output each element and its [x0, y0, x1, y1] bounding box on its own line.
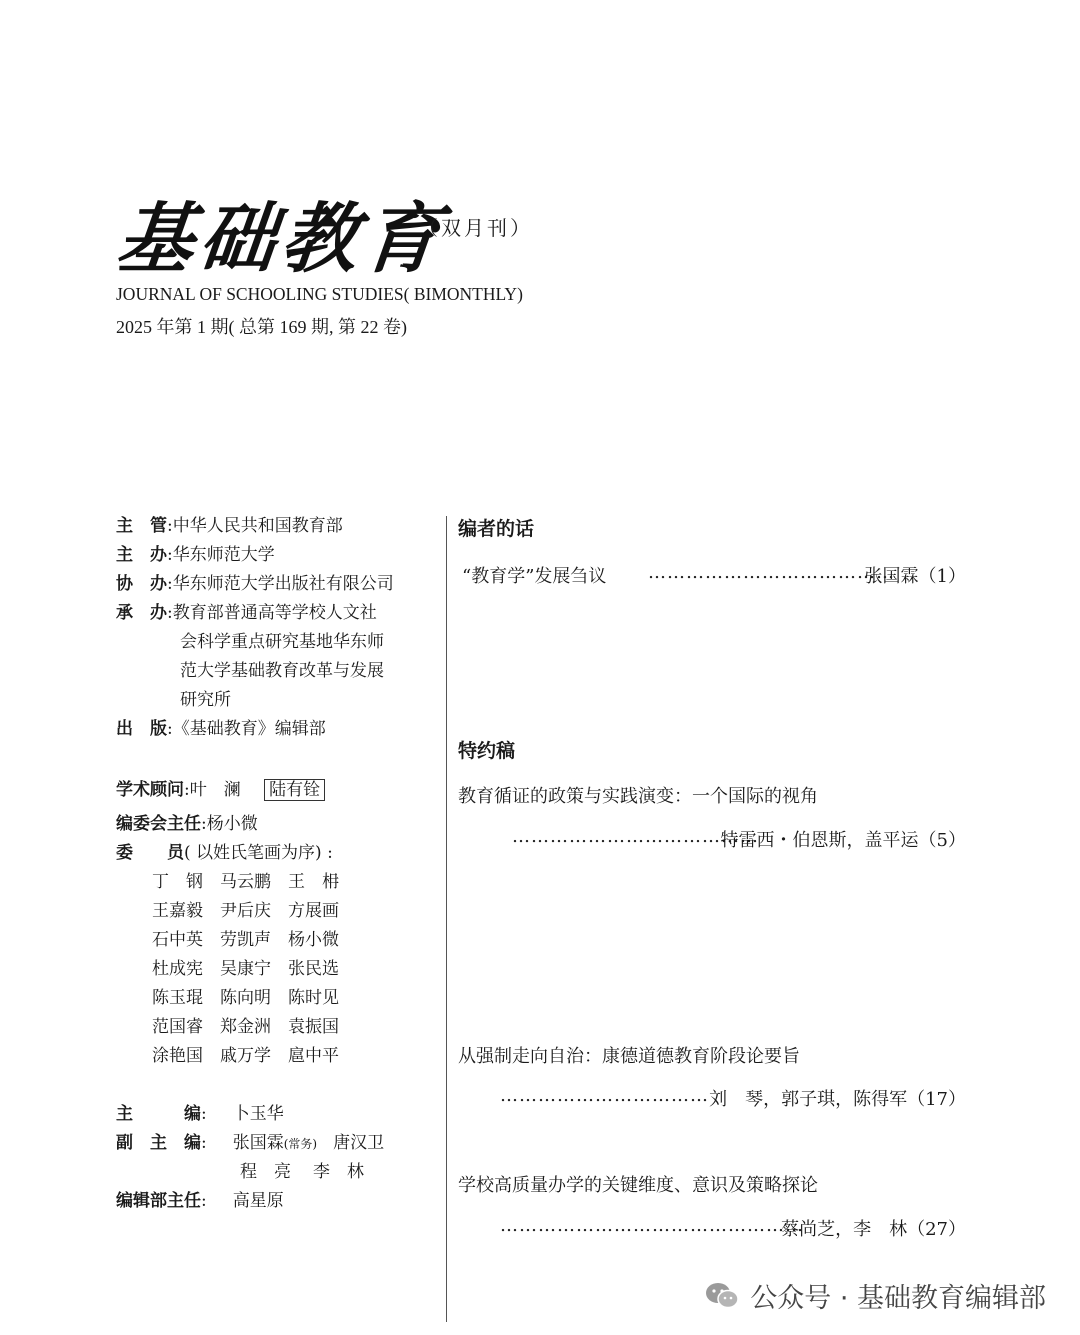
issue-info: 2025 年第 1 期( 总第 169 期, 第 22 卷): [116, 317, 407, 337]
masthead-editor-in-chief: 主 编: 卜玉华: [116, 1104, 284, 1124]
toc-section-editors-note: 编者的话: [458, 518, 535, 540]
toc-leader-dots: ……………………………: [500, 1085, 709, 1106]
toc-article-title: “教育学”发展刍议: [462, 566, 607, 587]
masthead-supervisor: 主 管:中华人民共和国教育部: [116, 516, 343, 536]
toc-article-title: 从强制走向自治：康德道德教育阶段论要旨: [458, 1046, 800, 1067]
toc-article-authors: 张国霖（1）: [864, 566, 966, 587]
toc-leader-dots: …………………………………: [648, 562, 895, 583]
toc-article-title: 教育循证的政策与实践演变：一个国际的视角: [458, 786, 818, 807]
masthead-organizer: 承 办:教育部普通高等学校人文社: [116, 603, 377, 623]
wechat-watermark: [704, 1276, 1046, 1315]
masthead-deputy-editors: 副 主 编: 张国霖(常务) 唐汉卫: [116, 1133, 385, 1153]
toc-article-authors: 刘 琴，郭子琪，陈得军（17）: [709, 1089, 966, 1110]
wechat-icon: [704, 1281, 740, 1311]
journal-logo-title: 基础教育: [112, 194, 451, 283]
watermark-text: 公众号 · 基础教育编辑部: [750, 1283, 1046, 1314]
toc-article-authors: 蔡尚芝，李 林（27）: [781, 1219, 966, 1240]
members-row: 杜成宪 吴康宁 张民选: [152, 959, 339, 979]
english-title: JOURNAL OF SCHOOLING STUDIES( BIMONTHLY): [116, 284, 523, 304]
frequency-label: （双月刊）: [418, 216, 533, 240]
members-row: 范国睿 郑金洲 袁振国: [152, 1017, 339, 1037]
masthead-office-director: 编辑部主任: 高星原: [116, 1191, 284, 1211]
toc-article-title: 学校高质量办学的关键维度、意识及策略探论: [458, 1175, 818, 1196]
column-divider: [446, 516, 447, 1322]
masthead-board-director: 编委会主任:杨小微: [116, 814, 258, 834]
masthead-sponsor: 主 办:华东师范大学: [116, 545, 275, 565]
toc-article-authors: 特雷西・伯恩斯，盖平运（5）: [720, 830, 966, 851]
members-row: 王嘉毅 尹后庆 方展画: [152, 901, 339, 921]
members-row: 陈玉琨 陈向明 陈时见: [152, 988, 339, 1008]
members-row: 涂艳国 戚万学 扈中平: [152, 1046, 339, 1066]
members-row: 丁 钢 马云鹏 王 枏: [152, 872, 339, 892]
toc-section-special: 特约稿: [458, 740, 516, 762]
masthead-organizer-line: 会科学重点研究基地华东师: [180, 632, 384, 652]
advisor-boxed-name: 陆有铨: [264, 779, 325, 801]
members-row: 石中英 劳凯声 杨小微: [152, 930, 339, 950]
toc-leader-dots: …………………………………………: [500, 1215, 804, 1236]
toc-leader-dots: …………………………………: [512, 826, 759, 847]
masthead-deputy-editors-line2: 程 亮 李 林: [240, 1162, 364, 1182]
masthead-organizer-line: 研究所: [180, 690, 231, 710]
masthead-members-heading: 委 员( 以姓氏笔画为序) :: [116, 843, 333, 863]
masthead-organizer-line: 范大学基础教育改革与发展: [180, 661, 384, 681]
masthead-publisher: 出 版:《基础教育》编辑部: [116, 719, 326, 739]
masthead-advisors: 学术顾问:叶 澜 陆有铨: [116, 776, 325, 805]
masthead-co-sponsor: 协 办:华东师范大学出版社有限公司: [116, 574, 394, 594]
